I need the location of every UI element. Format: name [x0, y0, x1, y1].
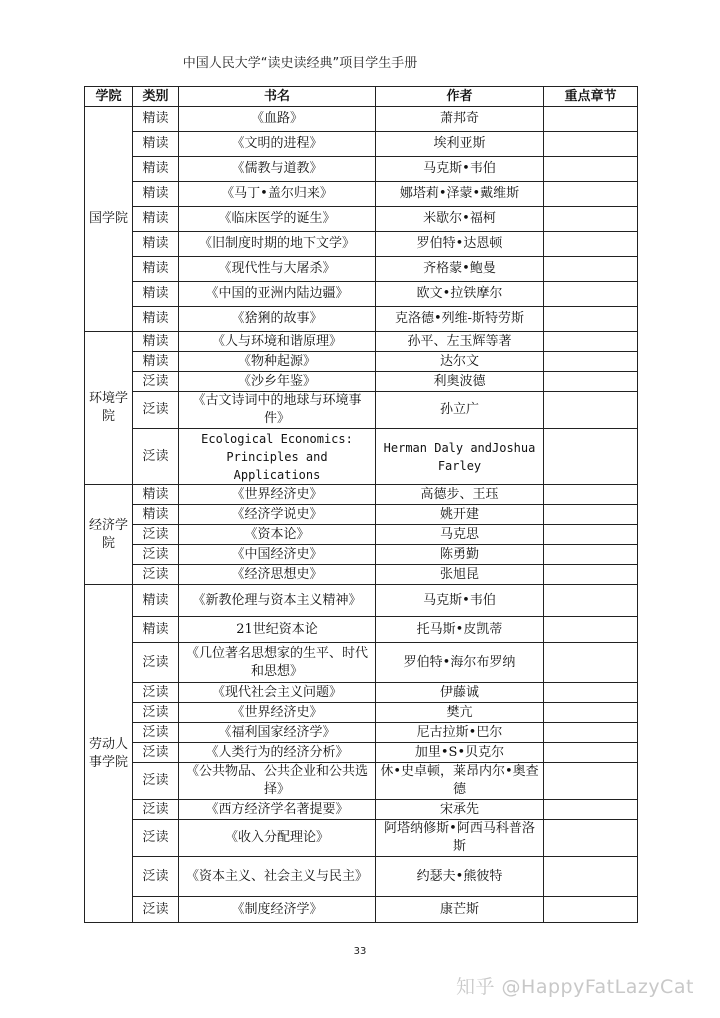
- author-cell: 齐格蒙•鲍曼: [376, 257, 544, 282]
- type-cell: 泛读: [133, 643, 179, 683]
- chapters-cell: [544, 565, 638, 585]
- book-cell: 《资本论》: [179, 525, 376, 545]
- table-row: [85, 820, 638, 857]
- table-row: [85, 372, 638, 392]
- type-cell: 泛读: [133, 392, 179, 429]
- book-cell: 《公共物品、公共企业和公共选择》: [179, 763, 376, 800]
- type-cell: 泛读: [133, 857, 179, 897]
- author-cell: 宋承先: [376, 800, 544, 820]
- chapters-cell: [544, 232, 638, 257]
- author-cell: Herman Daly andJoshua Farley: [376, 429, 544, 485]
- column-header-chapters: 重点章节: [544, 87, 638, 107]
- table-row: [85, 723, 638, 743]
- type-cell: 泛读: [133, 429, 179, 485]
- author-cell: 罗伯特•海尔布罗纳: [376, 643, 544, 683]
- book-cell: 《现代性与大屠杀》: [179, 257, 376, 282]
- type-cell: 精读: [133, 157, 179, 182]
- book-cell: 《物种起源》: [179, 352, 376, 372]
- book-cell: 《马丁•盖尔归来》: [179, 182, 376, 207]
- author-cell: 姚开建: [376, 505, 544, 525]
- book-cell: 《沙乡年鉴》: [179, 372, 376, 392]
- chapters-cell: [544, 157, 638, 182]
- type-cell: 精读: [133, 107, 179, 132]
- table-row: [85, 545, 638, 565]
- book-cell: 《现代社会主义问题》: [179, 683, 376, 703]
- author-cell: 伊藤诚: [376, 683, 544, 703]
- table-row: [85, 157, 638, 182]
- book-cell: 《儒教与道教》: [179, 157, 376, 182]
- book-cell: 《经济学说史》: [179, 505, 376, 525]
- type-cell: 泛读: [133, 525, 179, 545]
- college-cell: 劳动人事学院: [85, 585, 133, 923]
- table-body: [85, 107, 638, 923]
- chapters-cell: [544, 107, 638, 132]
- book-cell: Ecological Economics: Principles and Applications: [179, 429, 376, 485]
- college-cell: 国学院: [85, 107, 133, 332]
- chapters-cell: [544, 800, 638, 820]
- chapters-cell: [544, 643, 638, 683]
- watermark: 知乎 @HappyFatLazyCat: [456, 976, 694, 998]
- chapters-cell: [544, 257, 638, 282]
- table-header-row: [85, 87, 638, 107]
- page-number: 33: [353, 946, 367, 957]
- author-cell: 尼古拉斯•巴尔: [376, 723, 544, 743]
- book-cell: 《西方经济学名著提要》: [179, 800, 376, 820]
- author-cell: 高德步、王珏: [376, 485, 544, 505]
- author-cell: 约瑟夫•熊彼特: [376, 857, 544, 897]
- table-row: [85, 282, 638, 307]
- book-cell: 《人与环境和谐原理》: [179, 332, 376, 352]
- author-cell: 樊亢: [376, 703, 544, 723]
- type-cell: 精读: [133, 617, 179, 643]
- table-row: [85, 857, 638, 897]
- type-cell: 精读: [133, 132, 179, 157]
- author-cell: 萧邦奇: [376, 107, 544, 132]
- book-cell: 《几位著名思想家的生平、时代和思想》: [179, 643, 376, 683]
- table-row: [85, 683, 638, 703]
- reading-list-table: [84, 86, 638, 923]
- book-cell: 《资本主义、社会主义与民主》: [179, 857, 376, 897]
- table-row: [85, 332, 638, 352]
- table-row: [85, 505, 638, 525]
- author-cell: 马克斯•韦伯: [376, 157, 544, 182]
- chapters-cell: [544, 332, 638, 352]
- chapters-cell: [544, 372, 638, 392]
- type-cell: 泛读: [133, 372, 179, 392]
- chapters-cell: [544, 182, 638, 207]
- book-cell: 《福利国家经济学》: [179, 723, 376, 743]
- type-cell: 泛读: [133, 743, 179, 763]
- chapters-cell: [544, 743, 638, 763]
- book-cell: 《文明的进程》: [179, 132, 376, 157]
- table-row: [85, 429, 638, 485]
- author-cell: 陈勇勤: [376, 545, 544, 565]
- type-cell: 泛读: [133, 703, 179, 723]
- college-cell: 环境学院: [85, 332, 133, 485]
- chapters-cell: [544, 352, 638, 372]
- book-cell: 《人类行为的经济分析》: [179, 743, 376, 763]
- table-row: [85, 182, 638, 207]
- table-row: [85, 352, 638, 372]
- table-row: [85, 585, 638, 617]
- type-cell: 精读: [133, 282, 179, 307]
- chapters-cell: [544, 897, 638, 923]
- book-cell: 《经济思想史》: [179, 565, 376, 585]
- table-row: [85, 565, 638, 585]
- chapters-cell: [544, 703, 638, 723]
- table-row: [85, 763, 638, 800]
- table-row: [85, 643, 638, 683]
- chapters-cell: [544, 525, 638, 545]
- type-cell: 精读: [133, 352, 179, 372]
- author-cell: 娜塔莉•泽蒙•戴维斯: [376, 182, 544, 207]
- chapters-cell: [544, 505, 638, 525]
- table-row: [85, 617, 638, 643]
- chapters-cell: [544, 617, 638, 643]
- book-cell: 《旧制度时期的地下文学》: [179, 232, 376, 257]
- author-cell: 托马斯•皮凯蒂: [376, 617, 544, 643]
- chapters-cell: [544, 763, 638, 800]
- type-cell: 泛读: [133, 897, 179, 923]
- type-cell: 泛读: [133, 545, 179, 565]
- table-row: [85, 207, 638, 232]
- author-cell: 罗伯特•达恩顿: [376, 232, 544, 257]
- book-cell: 《新教伦理与资本主义精神》: [179, 585, 376, 617]
- chapters-cell: [544, 723, 638, 743]
- table-row: [85, 392, 638, 429]
- chapters-cell: [544, 307, 638, 332]
- author-cell: 加里•S•贝克尔: [376, 743, 544, 763]
- author-cell: 利奥波德: [376, 372, 544, 392]
- type-cell: 精读: [133, 505, 179, 525]
- chapters-cell: [544, 683, 638, 703]
- type-cell: 精读: [133, 182, 179, 207]
- type-cell: 精读: [133, 257, 179, 282]
- chapters-cell: [544, 207, 638, 232]
- book-cell: 《猞猁的故事》: [179, 307, 376, 332]
- author-cell: 马克思: [376, 525, 544, 545]
- chapters-cell: [544, 485, 638, 505]
- chapters-cell: [544, 132, 638, 157]
- author-cell: 康芒斯: [376, 897, 544, 923]
- column-header-book: 书名: [179, 87, 376, 107]
- type-cell: 泛读: [133, 820, 179, 857]
- type-cell: 精读: [133, 232, 179, 257]
- book-cell: 《世界经济史》: [179, 485, 376, 505]
- book-cell: 《古文诗词中的地球与环境事件》: [179, 392, 376, 429]
- table-row: [85, 307, 638, 332]
- chapters-cell: [544, 282, 638, 307]
- book-cell: 《制度经济学》: [179, 897, 376, 923]
- type-cell: 泛读: [133, 683, 179, 703]
- book-cell: 《中国经济史》: [179, 545, 376, 565]
- book-cell: 《中国的亚洲内陆边疆》: [179, 282, 376, 307]
- column-header-type: 类别: [133, 87, 179, 107]
- author-cell: 埃利亚斯: [376, 132, 544, 157]
- author-cell: 阿塔纳修斯•阿西马科普洛斯: [376, 820, 544, 857]
- type-cell: 精读: [133, 585, 179, 617]
- table-row: [85, 232, 638, 257]
- author-cell: 马克斯•韦伯: [376, 585, 544, 617]
- chapters-cell: [544, 585, 638, 617]
- chapters-cell: [544, 392, 638, 429]
- chapters-cell: [544, 429, 638, 485]
- table-row: [85, 525, 638, 545]
- book-cell: 《临床医学的诞生》: [179, 207, 376, 232]
- type-cell: 泛读: [133, 763, 179, 800]
- author-cell: 达尔文: [376, 352, 544, 372]
- type-cell: 泛读: [133, 565, 179, 585]
- chapters-cell: [544, 545, 638, 565]
- table-row: [85, 107, 638, 132]
- author-cell: 张旭昆: [376, 565, 544, 585]
- table-row: [85, 897, 638, 923]
- book-cell: 《世界经济史》: [179, 703, 376, 723]
- type-cell: 精读: [133, 307, 179, 332]
- chapters-cell: [544, 857, 638, 897]
- book-cell: 21世纪资本论: [179, 617, 376, 643]
- author-cell: 休•史卓顿，莱昂内尔•奥查德: [376, 763, 544, 800]
- book-cell: 《收入分配理论》: [179, 820, 376, 857]
- college-cell: 经济学院: [85, 485, 133, 585]
- type-cell: 泛读: [133, 800, 179, 820]
- author-cell: 米歇尔•福柯: [376, 207, 544, 232]
- author-cell: 孙平、左玉辉等著: [376, 332, 544, 352]
- column-header-college: 学院: [85, 87, 133, 107]
- author-cell: 孙立广: [376, 392, 544, 429]
- type-cell: 精读: [133, 485, 179, 505]
- page-title: 中国人民大学“读史读经典”项目学生手册: [182, 56, 418, 71]
- table-row: [85, 485, 638, 505]
- author-cell: 欧文•拉铁摩尔: [376, 282, 544, 307]
- table-row: [85, 132, 638, 157]
- type-cell: 精读: [133, 332, 179, 352]
- table-row: [85, 800, 638, 820]
- table-row: [85, 743, 638, 763]
- author-cell: 克洛德•列维-斯特劳斯: [376, 307, 544, 332]
- column-header-author: 作者: [376, 87, 544, 107]
- type-cell: 精读: [133, 207, 179, 232]
- chapters-cell: [544, 820, 638, 857]
- book-cell: 《血路》: [179, 107, 376, 132]
- type-cell: 泛读: [133, 723, 179, 743]
- table-row: [85, 257, 638, 282]
- table-row: [85, 703, 638, 723]
